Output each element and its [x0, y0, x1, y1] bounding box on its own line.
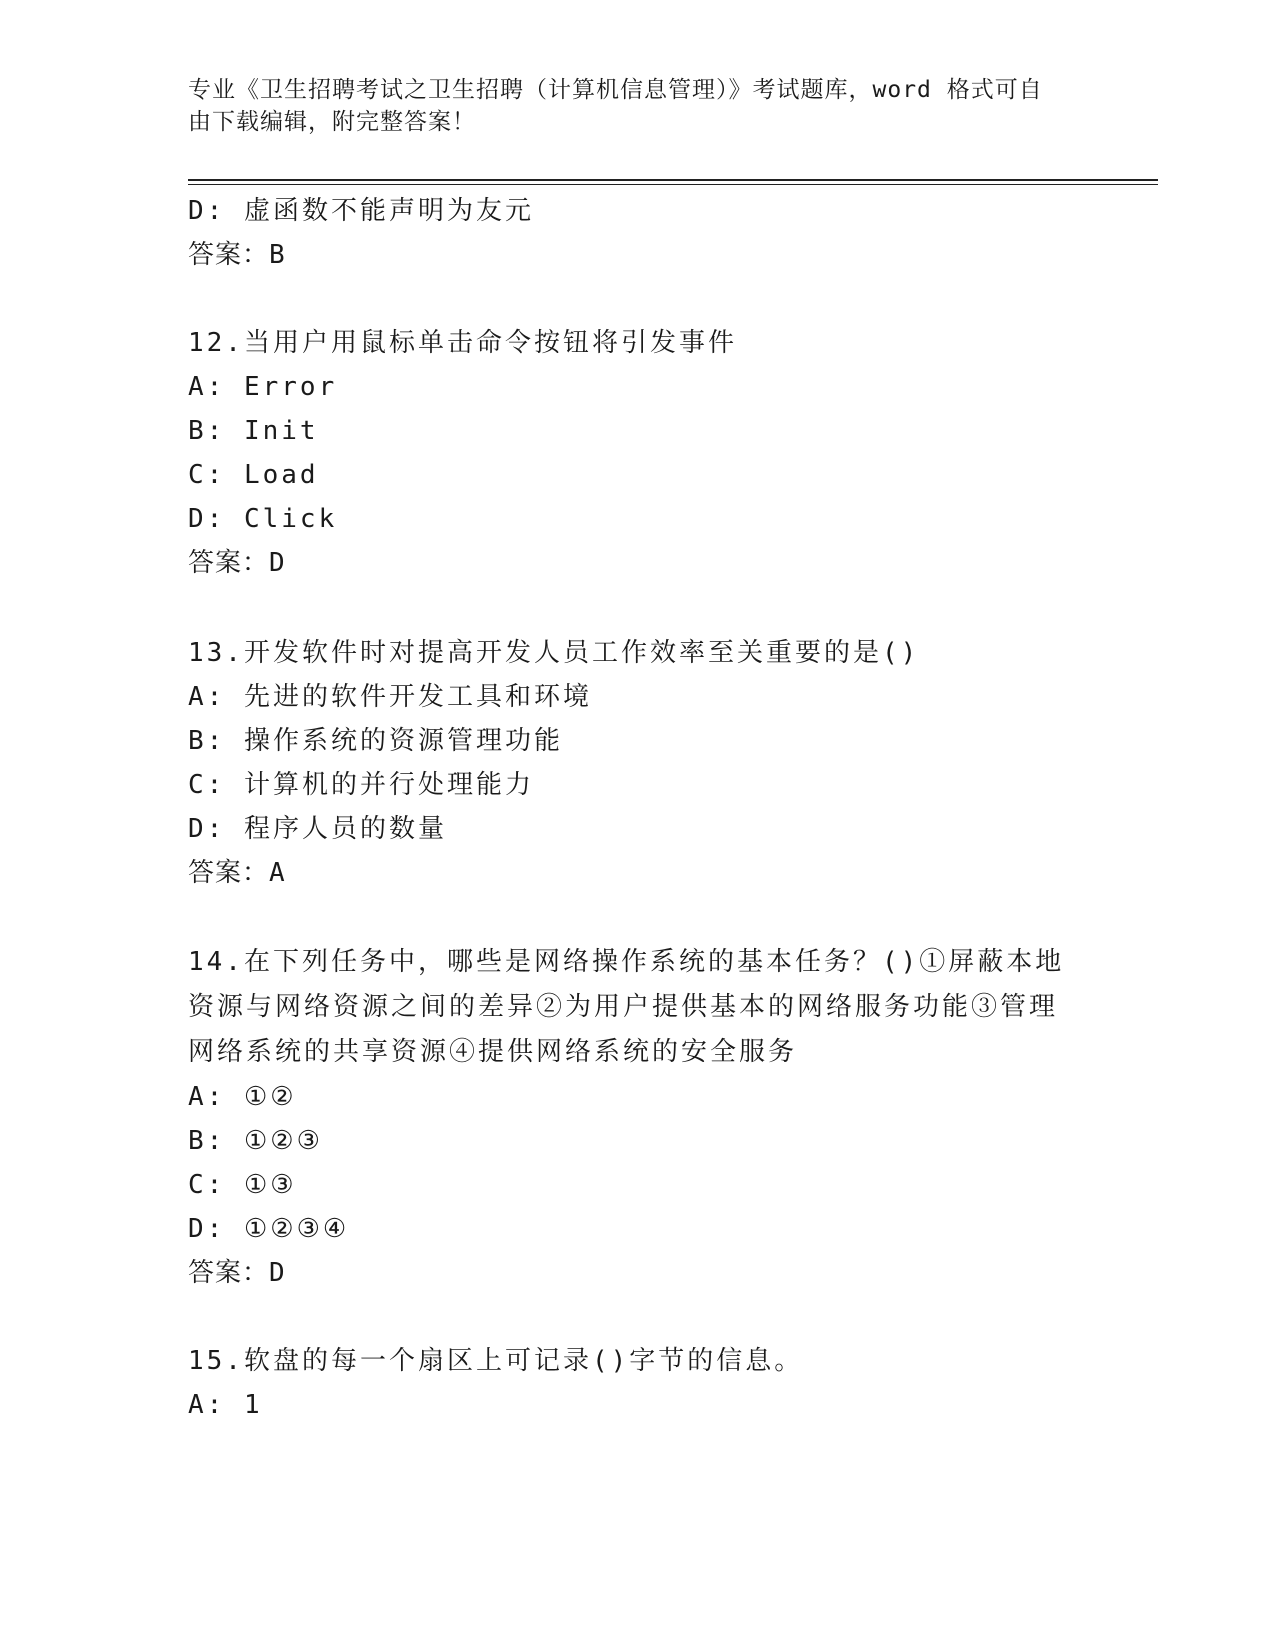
question-13-option-b: B: 操作系统的资源管理功能 — [188, 726, 563, 756]
question-14-option-c: C: ①③ — [188, 1170, 297, 1200]
question-13-option-a: A: 先进的软件开发工具和环境 — [188, 682, 592, 712]
header-line-1: 专业《卫生招聘考试之卫生招聘（计算机信息管理）》考试题库，word 格式可自 — [188, 77, 1043, 103]
answer-value: D — [269, 548, 286, 578]
answer-label: 答案： — [188, 1258, 270, 1288]
question-12-option-a: A: Error — [188, 372, 338, 402]
question-12-option-c: C: Load — [188, 460, 319, 490]
question-14-option-b: B: ①②③ — [188, 1126, 323, 1156]
question-15-text: 15.软盘的每一个扇区上可记录()字节的信息。 — [188, 1346, 804, 1376]
header-divider-bottom — [188, 184, 1158, 185]
question-13-option-d: D: 程序人员的数量 — [188, 814, 447, 844]
question-13-text: 13.开发软件时对提高开发人员工作效率至关重要的是() — [188, 638, 920, 668]
question-13-option-c: C: 计算机的并行处理能力 — [188, 770, 534, 800]
question-12-answer — [188, 546, 286, 580]
answer-value: B — [269, 240, 286, 270]
header-line-2: 由下载编辑，附完整答案！ — [188, 109, 476, 135]
question-14-text: 14.在下列任务中，哪些是网络操作系统的基本任务？()①屏蔽本地资源与网络资源之间的差异②为用户提供基本的网络服务功能③管理网络系统的共享资源④提供网络系统的安全服务 — [188, 947, 1065, 1067]
question-12-option-d: D: Click — [188, 504, 338, 534]
answer-label: 答案： — [188, 858, 270, 888]
document-header — [188, 74, 1088, 138]
question-14-option-d: D: ①②③④ — [188, 1214, 350, 1244]
answer-value: A — [269, 858, 286, 888]
answer-value: D — [269, 1258, 286, 1288]
question-12-text: 12.当用户用鼠标单击命令按钮将引发事件 — [188, 328, 737, 358]
question-14-answer — [188, 1256, 286, 1290]
question-13-answer — [188, 856, 286, 890]
question-12-option-b: B: Init — [188, 416, 319, 446]
prev-option-d: D: 虚函数不能声明为友元 — [188, 196, 534, 226]
header-divider-top — [188, 179, 1158, 181]
prev-answer — [188, 238, 286, 272]
answer-label: 答案： — [188, 548, 270, 578]
question-15-option-a: A: 1 — [188, 1390, 263, 1420]
question-14-option-a: A: ①② — [188, 1082, 297, 1112]
answer-label: 答案： — [188, 240, 270, 270]
